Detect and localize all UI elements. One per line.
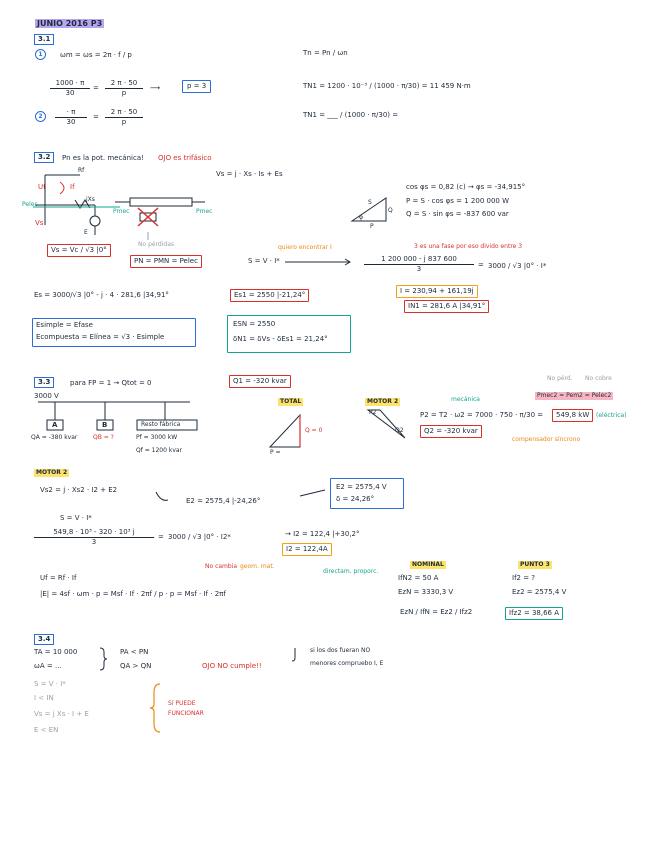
e2-box <box>330 478 404 509</box>
i2-result: → I2 = 122,4 |+30,2° <box>285 530 360 538</box>
big-rhs: 3000 / √3 |0° · I* <box>488 262 547 270</box>
load-b: B <box>102 421 108 429</box>
tn1-formula: TN1 = 1200 · 10⁻³ / (1000 · π/30) = 11 459 N·m <box>303 82 471 90</box>
delta-text: δN1 = δVs - δEs1 = 21,24° <box>233 335 328 343</box>
e-check: E < EN <box>34 726 59 734</box>
vs-eq-34: Vs = j Xs · I + E <box>34 710 89 718</box>
no-perdidas: No pérdidas <box>138 241 175 248</box>
pf-value: Pf = 3000 kW <box>136 434 178 441</box>
fase-note: 3 es una fase por eso divido entre 3 <box>414 243 523 250</box>
no-perd-note: No pérd. <box>547 375 573 382</box>
quiero-note: quiero encontrar I <box>278 244 332 251</box>
en-value: EzN = 3330,3 V <box>398 588 454 596</box>
si-note-2: menores compruebo I, E <box>310 660 384 667</box>
q-zero: Q = 0 <box>305 427 323 434</box>
qa-value: QA = -380 kvar <box>31 434 78 441</box>
section-label-3-1: 3.1 <box>34 34 54 45</box>
triangle-s: S <box>368 199 372 206</box>
para-fp: para FP = 1 → Qtot = 0 <box>70 379 152 387</box>
tn2-formula: TN1 = ___ / (1000 · π/30) = <box>303 111 399 119</box>
p2-box: 549,8 kW <box>552 409 593 422</box>
e2-box-line1: E2 = 2575,4 V <box>336 483 387 491</box>
rf-label: Rf <box>78 167 85 174</box>
vs-equation: Vs = j · Xs · Is + Es <box>216 170 283 178</box>
ojo-trifasico: OJO es trifásico <box>158 154 212 162</box>
section-label-3-2: 3.2 <box>34 152 54 163</box>
ecompuesta-text: Ecompuesta = Elínea = √3 · Esimple <box>36 333 165 341</box>
jxs-label: jXs <box>86 196 95 203</box>
q-value: Q = S · sin φs = -837 600 var <box>406 210 509 218</box>
i-check: I < IN <box>34 694 54 702</box>
qb-value: QB = ? <box>93 434 114 441</box>
s-eq-34: S = V · I* <box>34 680 66 688</box>
geom-note: geom. mat. <box>240 563 275 570</box>
esimple-box <box>32 318 196 347</box>
e2-box-line2: δ = 24,26° <box>336 495 375 503</box>
item-number-1: 1 <box>35 49 46 60</box>
page-title: JUNIO 2016 P3 <box>37 19 103 28</box>
punto3-label: PUNTO 3 <box>520 561 550 568</box>
vs2-equation: Vs2 = j · Xs2 · I2 + E2 <box>40 486 118 494</box>
if2-value: If2 = ? <box>512 574 536 582</box>
load-resto: Resto fábrica <box>141 421 181 428</box>
if-label: If <box>70 183 75 191</box>
no-cobre-note: No cobre <box>585 375 612 382</box>
fraction-4: $\frac{2 \pi \cdot 50}{p}$ <box>105 108 143 127</box>
motor2-fraction: $\frac{\text{549,8 · 10³ - 320 · 10³ j}}{3}$ <box>34 528 154 547</box>
qf-value: Qf = 1200 kvar <box>136 447 183 454</box>
e2-value: Ez2 = 2575,4 V <box>512 588 567 596</box>
section-label-3-3: 3.3 <box>34 377 54 388</box>
e-label: E <box>84 229 88 236</box>
s-equation-2: S = V · I* <box>60 514 92 522</box>
p2-equation: P2 = T2 · ω2 = 7000 · 750 · π/30 = <box>420 411 544 419</box>
if-result-box: Ifz2 = 38,66 A <box>505 607 563 620</box>
mecanica-note: mecánica <box>451 396 480 403</box>
cos-phi: cos φs = 0,82 (c) → φs = -34,915° <box>406 183 526 191</box>
e2-equation: E2 = 2575,4 |-24,26° <box>186 497 261 505</box>
uf-equation: Uf = Rf · If <box>40 574 77 582</box>
esimple-text: Esimple = Efase <box>36 321 93 329</box>
q2-label: Q2 <box>395 427 404 434</box>
e-big-equation: |E| = 4sf · ωm · p = Msf · If · 2πf / p · p = Msf · If · 2πf <box>40 590 226 598</box>
fraction-1: $\frac{1000 \cdot \pi}{30}$ <box>50 79 90 98</box>
triangle-q: Q <box>388 207 393 214</box>
uf-label: Uf <box>38 183 46 191</box>
p-result-box: p = 3 <box>182 80 211 93</box>
p2-label: P2 <box>369 409 377 416</box>
p-total: P = <box>270 449 281 456</box>
no-cambia: No cambia <box>205 563 238 570</box>
pmec2-note: Pmec2 = Pem2 = Pelec2 <box>537 392 612 399</box>
ojo-no-cumple: OJO NO cumple!! <box>202 662 262 670</box>
ta-value: TA = 10 000 <box>34 648 78 656</box>
nominal-label: NOMINAL <box>412 561 444 568</box>
big-fraction: $\frac{1 200 000 - j 837 600}{3}$ <box>364 255 474 274</box>
ifn2-value: IfN2 = 50 A <box>398 574 439 582</box>
voltage-3000: 3000 V <box>34 392 59 400</box>
pem-label: Pmec <box>113 208 130 215</box>
motor2-heading: MOTOR 2 <box>36 469 68 476</box>
vs-box: Vs = Vc / √3 |0° <box>47 244 111 257</box>
esn-box <box>227 315 351 353</box>
pn-box: PN = PMN = Pelec <box>130 255 202 268</box>
i-box: I = 230,94 + 161,19j <box>396 285 478 298</box>
q2-box: Q2 = -320 kvar <box>420 425 482 438</box>
si-note-1: si los dos fueran NO <box>310 647 371 654</box>
in-box: IN1 = 281,6 A |34,91° <box>404 300 489 313</box>
ratio-equation: EzN / IfN = Ez2 / Ifz2 <box>400 608 473 616</box>
triangle-phi: φ <box>359 214 363 221</box>
puede-line2: FUNCIONAR <box>168 710 204 717</box>
p-value: P = S · cos φs = 1 200 000 W <box>406 197 510 205</box>
pa-check: PA < PN <box>120 648 149 656</box>
fraction-3: $\frac{\cdot \pi}{30}$ <box>55 108 87 127</box>
pn-note: Pn es la pot. mecánica! <box>62 154 144 162</box>
pelec-label: Pelec <box>22 201 38 208</box>
load-a: A <box>52 421 58 429</box>
pmec-label: Pmec <box>196 208 213 215</box>
section-label-3-4: 3.4 <box>34 634 54 645</box>
wa-value: ωA = ... <box>34 662 62 670</box>
esn-text: ESN = 2550 <box>233 320 276 328</box>
es-box: Es1 = 2550 |-21,24° <box>230 289 309 302</box>
motor2-label: MOTOR 2 <box>367 398 399 405</box>
fraction-2: $\frac{2 \pi \cdot 50}{p}$ <box>105 79 143 98</box>
triangle-p: P <box>370 223 374 230</box>
compensador-note: compensador síncrono <box>512 436 581 443</box>
es-equation: Es = 3000/√3 |0° - j · 4 · 281,6 |34,91° <box>34 291 169 299</box>
item-number-2: 2 <box>35 111 46 122</box>
s-equation: S = V · I* <box>248 257 280 265</box>
vs-label: Vs <box>35 219 44 227</box>
tn-formula: Tn = Pn / ωn <box>303 49 348 57</box>
electrica-note: (eléctrica) <box>596 412 627 419</box>
qa-check: QA > QN <box>120 662 152 670</box>
puede-line1: Sí PUEDE <box>168 700 196 707</box>
motor2-fraction-rhs: 3000 / √3 |0° · I2* <box>168 533 231 541</box>
i2-box: I2 = 122,4A <box>282 543 332 556</box>
total-label: TOTAL <box>280 398 302 405</box>
q1-box: Q1 = -320 kvar <box>229 375 291 388</box>
direct-note: directam. proporc. <box>323 568 379 575</box>
omega-equation: ωm = ωs = 2π · f / p <box>60 51 132 59</box>
